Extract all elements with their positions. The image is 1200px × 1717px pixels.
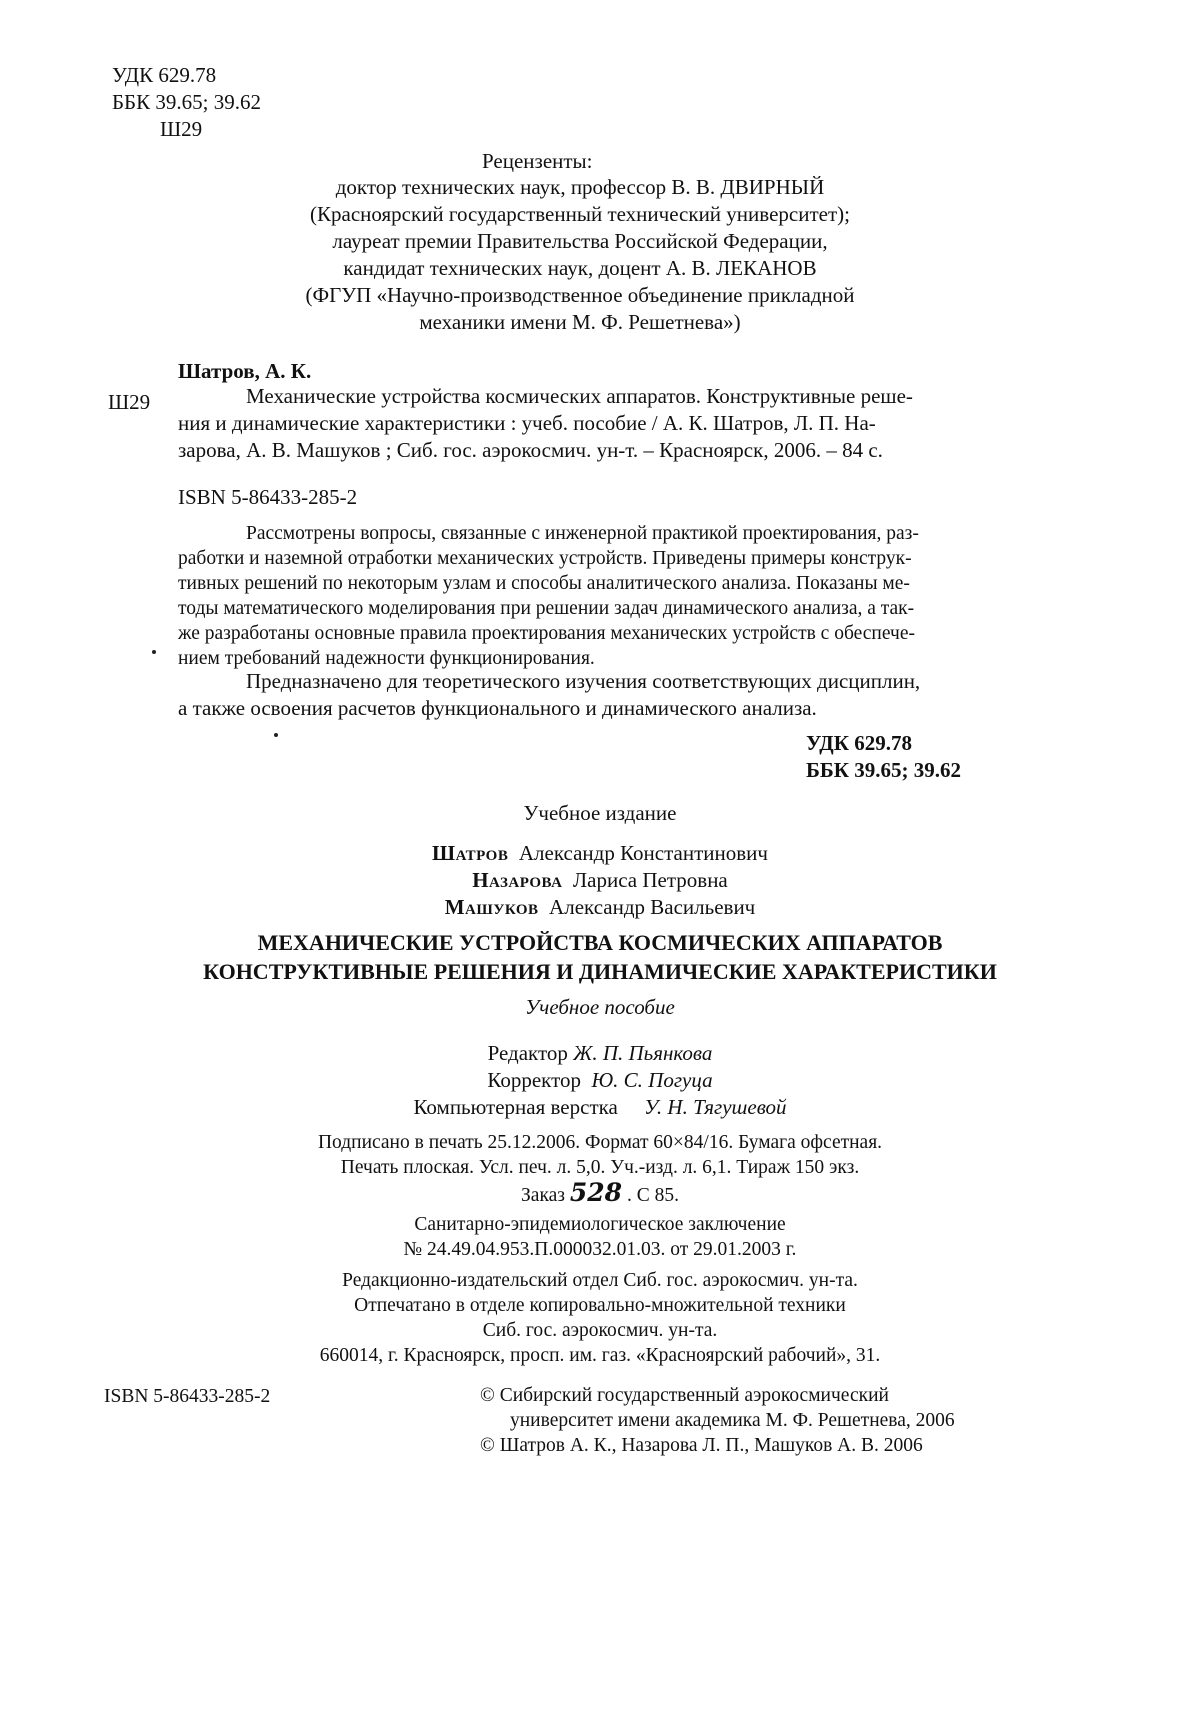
edition-author [0, 867, 1200, 894]
catalog-description-line: ния и динамические характеристики : учеб. пособие / А. К. Шатров, Л. П. На- [178, 411, 876, 435]
top-author-mark: Ш29 [160, 117, 203, 141]
publisher-info [0, 1268, 1200, 1368]
author-surname: Машуков [444, 895, 539, 919]
print-order-line [0, 1180, 1200, 1208]
order-label: Заказ [521, 1185, 565, 1206]
reviewers-block [200, 174, 960, 336]
edition-authors [0, 840, 1200, 921]
top-udk: УДК 629.78 [112, 63, 217, 87]
scan-speck [152, 650, 156, 654]
abstract-block [178, 521, 990, 671]
catalog-isbn: ISBN 5-86433-285-2 [178, 485, 358, 509]
author-given-name: Александр Васильевич [549, 895, 756, 919]
copyright-line: университет имени академика М. Ф. Решетнева, 2006 [510, 1410, 955, 1431]
abstract-line: Рассмотрены вопросы, связанные с инженерной практикой проектирования, раз- [246, 523, 919, 544]
staff-role: Компьютерная верстка [413, 1095, 618, 1119]
book-subtitle: Учебное пособие [525, 995, 675, 1019]
abstract-purpose [178, 668, 990, 722]
reviewer-line: механики имени М. Ф. Решетнева») [419, 310, 741, 334]
publisher-line: Редакционно-издательский отдел Сиб. гос. аэрокосмич. ун-та. [342, 1270, 858, 1291]
staff-line [0, 1040, 1200, 1067]
staff-person: Ю. С. Погуца [591, 1068, 713, 1092]
author-surname: Шатров [432, 841, 509, 865]
index-bbk: ББК 39.65; 39.62 [806, 758, 961, 782]
index-codes [806, 730, 961, 784]
publisher-line: Сиб. гос. аэрокосмич. ун-та. [482, 1320, 718, 1341]
order-number-handwritten: 528 [569, 1178, 623, 1207]
print-info [0, 1130, 1200, 1208]
catalog-description [178, 383, 988, 464]
edition-type: Учебное издание [523, 801, 677, 825]
print-info-line: Подписано в печать 25.12.2006. Формат 60×84/16. Бумага офсетная. [317, 1132, 883, 1153]
edition-author [0, 894, 1200, 921]
catalog-description-line: зарова, А. В. Машуков ; Сиб. гос. аэрокосмич. ун-т. – Красноярск, 2006. – 84 с. [178, 438, 883, 462]
reviewer-line: (Красноярский государственный технический университет); [310, 202, 850, 226]
catalog-margin-mark: Ш29 [108, 390, 151, 414]
footer-copyright [480, 1383, 955, 1458]
abstract-line: тивных решений по некоторым узлам и способы аналитического анализа. Показаны ме- [178, 573, 910, 594]
staff-person: У. Н. Тягушевой [644, 1095, 787, 1119]
author-given-name: Александр Константинович [518, 841, 768, 865]
order-suffix: . С 85. [626, 1185, 679, 1206]
abstract-line: же разработаны основные правила проектирования механических устройств с обеспече- [178, 623, 915, 644]
abstract-line: тоды математического моделирования при решении задач динамического анализа, а так- [178, 598, 915, 619]
sanitary-line: Санитарно-эпидемиологическое заключение [414, 1214, 786, 1235]
scan-speck [274, 733, 278, 737]
copyright-line: © Шатров А. К., Назарова Л. П., Машуков А. В. 2006 [480, 1435, 923, 1456]
staff-credits [0, 1040, 1200, 1121]
staff-role: Редактор [487, 1041, 568, 1065]
edition-author [0, 840, 1200, 867]
top-classification-codes [112, 62, 261, 143]
author-surname: Назарова [472, 868, 563, 892]
abstract-line: работки и наземной отработки механических устройств. Приведены примеры конструк- [178, 548, 912, 569]
reviewer-line: (ФГУП «Научно-производственное объединение прикладной [305, 283, 855, 307]
author-given-name: Лариса Петровна [572, 868, 728, 892]
top-bbk: ББК 39.65; 39.62 [112, 90, 261, 114]
abstract-line: нием требований надежности функционирования. [178, 648, 595, 669]
sanitary-line: № 24.49.04.953.П.000032.01.03. от 29.01.2003 г. [403, 1239, 797, 1260]
sanitary-conclusion [0, 1212, 1200, 1262]
staff-role: Корректор [487, 1068, 581, 1092]
index-udk: УДК 629.78 [806, 731, 912, 755]
staff-line [0, 1067, 1200, 1094]
print-info-line: Печать плоская. Усл. печ. л. 5,0. Уч.-изд. л. 6,1. Тираж 150 экз. [340, 1157, 860, 1178]
abstract-purpose-line: Предназначено для теоретического изучения соответствующих дисциплин, [246, 669, 921, 693]
catalog-description-line: Механические устройства космических аппаратов. Конструктивные реше- [246, 384, 913, 408]
book-title [0, 928, 1200, 986]
abstract-purpose-line: а также освоения расчетов функционального и динамического анализа. [178, 696, 817, 720]
footer-isbn: ISBN 5-86433-285-2 [104, 1386, 271, 1407]
book-title-line: КОНСТРУКТИВНЫЕ РЕШЕНИЯ И ДИНАМИЧЕСКИЕ ХАРАКТЕРИСТИКИ [203, 959, 997, 984]
reviewer-line: доктор технических наук, профессор В. В. ДВИРНЫЙ [335, 175, 825, 199]
staff-line [0, 1094, 1200, 1121]
copyright-line: © Сибирский государственный аэрокосмический [480, 1385, 889, 1406]
publisher-line: 660014, г. Красноярск, просп. им. газ. «Красноярский рабочий», 31. [319, 1345, 881, 1366]
reviewers-heading: Рецензенты: [482, 149, 593, 173]
staff-person: Ж. П. Пьянкова [573, 1041, 713, 1065]
reviewer-line: лауреат премии Правительства Российской Федерации, [332, 229, 828, 253]
reviewer-line: кандидат технических наук, доцент А. В. ЛЕКАНОВ [343, 256, 817, 280]
publisher-line: Отпечатано в отделе копировально-множительной техники [354, 1295, 846, 1316]
book-title-line: МЕХАНИЧЕСКИЕ УСТРОЙСТВА КОСМИЧЕСКИХ АППАРАТОВ [257, 930, 943, 955]
catalog-author-heading: Шатров, А. К. [178, 359, 312, 383]
